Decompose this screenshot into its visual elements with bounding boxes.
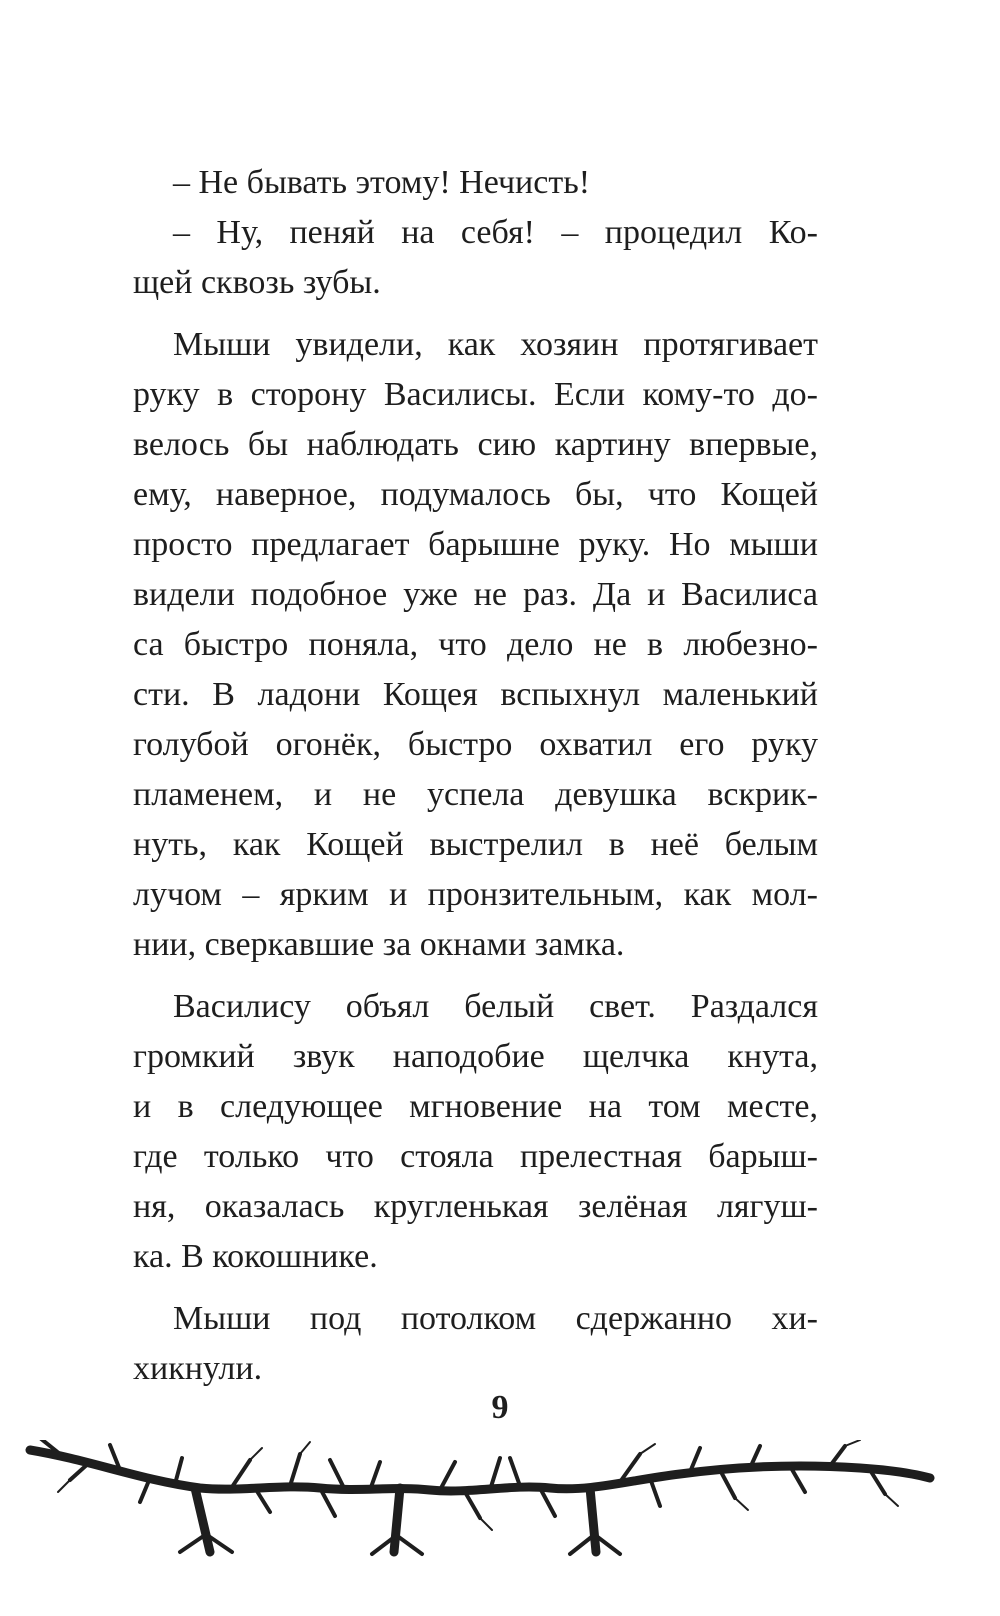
paragraph [133,208,818,308]
paragraph [133,158,818,208]
text-line: щей сквозь зубы. [133,264,381,301]
text-line: ка. В кокошнике. [133,1238,378,1275]
text-line: где только что стояла прелестная барыш- [133,1138,818,1175]
text-line: Мыши увидели, как хозяин протягивает [173,326,818,363]
text-line: нии, сверкавшие за окнами замка. [133,926,625,963]
text-line: са быстро поняла, что дело не в любезно- [133,626,818,663]
bare-tree-branches-ornament-icon [0,1440,1000,1560]
text-line: лучом – ярким и пронзительным, как мол- [133,876,818,913]
paragraph [133,320,818,970]
text-line: – Не бывать этому! Нечисть! [173,164,591,201]
text-line: нуть, как Кощей выстрелил в неё белым [133,826,818,863]
paragraph [133,982,818,1282]
text-line: Василису объял белый свет. Раздался [173,988,818,1025]
text-line: сти. В ладони Кощея вспыхнул маленький [133,676,818,713]
text-line: громкий звук наподобие щелчка кнута, [133,1038,818,1075]
text-line: видели подобное уже не раз. Да и Василиса [133,576,818,613]
text-line: ня, оказалась кругленькая зелёная лягуш- [133,1188,818,1225]
text-line: и в следующее мгновение на том месте, [133,1088,818,1125]
text-line: пламенем, и не успела девушка вскрик- [133,776,818,813]
text-line: велось бы наблюдать сию картину впервые, [133,426,818,463]
paragraph [133,1294,818,1394]
text-line: голубой огонёк, быстро охватил его руку [133,726,818,763]
text-line: – Ну, пеняй на себя! – процедил Ко- [173,214,818,251]
text-line: ему, наверное, подумалось бы, что Кощей [133,476,818,513]
text-line: руку в сторону Василисы. Если кому-то до- [133,376,818,413]
text-line: хикнули. [133,1350,263,1387]
text-line: просто предлагает барышне руку. Но мыши [133,526,818,563]
page-number: 9 [491,1389,509,1426]
page-body [133,158,818,1394]
text-line: Мыши под потолком сдержанно хи- [173,1300,818,1337]
